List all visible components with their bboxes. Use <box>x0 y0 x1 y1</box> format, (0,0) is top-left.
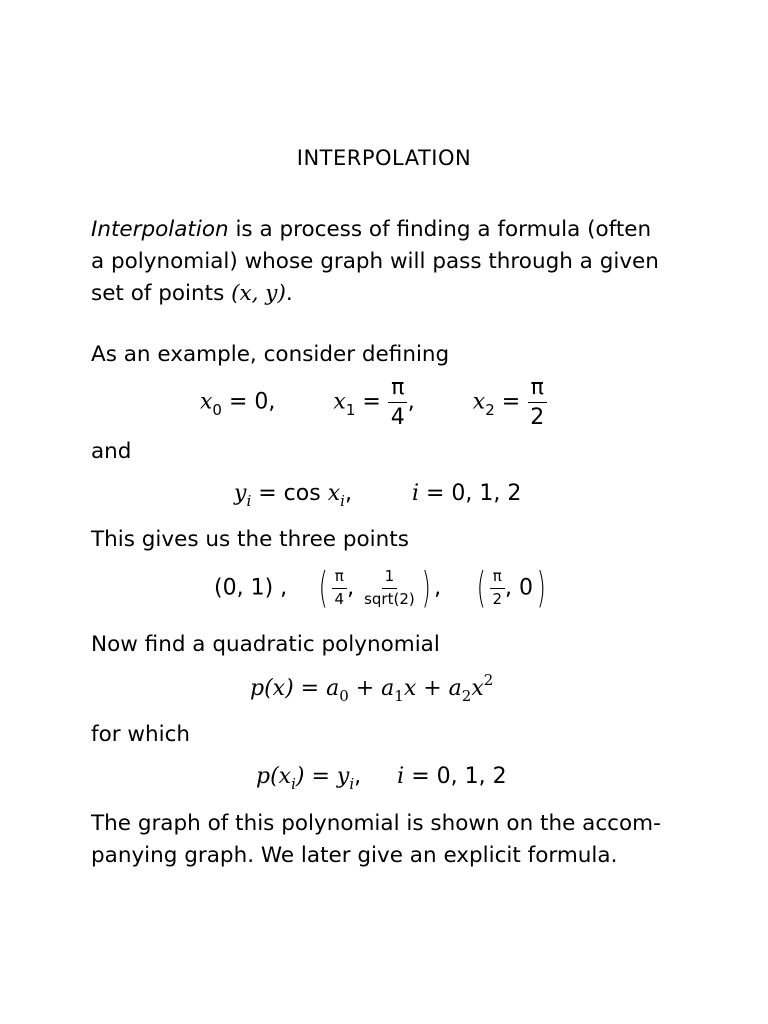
x1-comma: , <box>407 389 415 415</box>
poly-a1-sub: 1 <box>394 687 404 705</box>
point-two-x-den: 4 <box>334 589 345 608</box>
x1-symbol: x <box>333 389 346 415</box>
x2-symbol: x <box>472 389 486 415</box>
y-symbol: y <box>234 481 247 506</box>
polynomial-equation <box>250 671 494 705</box>
x1-subscript: 1 <box>345 400 356 419</box>
i-range: = 0, 1, 2 <box>425 481 522 506</box>
y-comma: , <box>344 481 352 506</box>
for-which-text: for which <box>91 722 191 747</box>
poly-x-plus-a2: x + a <box>403 676 462 701</box>
condition-lhs: p(x <box>256 764 292 789</box>
x2-fraction <box>527 376 547 429</box>
x2-subscript: 2 <box>485 400 495 419</box>
condition-range: = 0, 1, 2 <box>411 764 507 789</box>
example-text: As an example, consider defining <box>91 342 450 367</box>
poly-lhs: p(x) = a <box>250 676 340 701</box>
point-three-rest: , 0 <box>505 575 534 601</box>
condition-mid: ) = y <box>295 764 350 789</box>
x1-fraction <box>388 376 408 429</box>
closing-line1: The graph of this polynomial is shown on the accom- <box>91 811 661 836</box>
point-one: (0, 1) , <box>214 575 288 601</box>
x0-value: = 0, <box>228 389 276 415</box>
intro-line1-text: is a process of finding a formula (often <box>228 217 652 242</box>
page-title: INTERPOLATION <box>296 146 472 170</box>
intro-paragraph <box>91 214 691 310</box>
condition-y-sub: i <box>349 775 355 793</box>
point-three-close-paren: ) <box>536 563 546 612</box>
point-two-y-num: 1 <box>382 569 398 589</box>
poly-a0-sub: 0 <box>339 687 349 705</box>
poly-plus-a1: + a <box>348 676 395 701</box>
point-two-trailing-comma: , <box>434 575 442 601</box>
point-three-x-num: π <box>490 569 505 589</box>
point-two-close-paren: ) <box>421 563 431 612</box>
closing-paragraph <box>91 808 691 872</box>
condition-x-sub: i <box>291 775 296 793</box>
poly-a2-sub: 2 <box>461 687 472 705</box>
closing-line2: panying graph. We later give an explicit formula. <box>91 843 618 868</box>
x2-numerator: π <box>528 376 547 403</box>
intro-line2-text: a polynomial) whose graph will pass through a given <box>91 249 659 274</box>
y-x-subscript: i <box>340 492 345 510</box>
poly-power: 2 <box>483 671 494 689</box>
point-three-x-fraction <box>490 566 506 608</box>
quadratic-text: Now find a quadratic polynomial <box>91 632 440 657</box>
intro-line3-end: . <box>285 281 293 306</box>
x0-subscript: 0 <box>212 400 222 419</box>
intro-term: Interpolation <box>91 217 229 242</box>
point-two-x-fraction <box>332 566 348 608</box>
three-points-text: This gives us the three points <box>91 527 409 552</box>
x1-equals: = <box>362 389 381 415</box>
i-symbol: i <box>411 481 419 506</box>
point-three-open-paren: ( <box>476 563 486 612</box>
x1-denominator: 4 <box>390 405 405 431</box>
x2-equals: = <box>501 389 521 415</box>
x-definitions-equation <box>200 376 547 429</box>
points-xy-math: (x, y) <box>231 281 286 306</box>
poly-x2: x <box>471 676 484 701</box>
y-x-symbol: x <box>327 481 341 506</box>
y-subscript: i <box>246 492 252 510</box>
points-equation <box>214 563 549 612</box>
y-equals-cos: = cos <box>258 481 321 506</box>
condition-equation <box>256 764 507 793</box>
x2-denominator: 2 <box>530 405 545 431</box>
x1-numerator: π <box>388 376 407 403</box>
y-definition-equation <box>234 481 522 510</box>
condition-comma: , <box>354 764 362 789</box>
point-two-y-fraction <box>361 566 418 608</box>
point-two-y-den: sqrt(2) <box>364 589 415 608</box>
point-two-comma: , <box>347 575 355 601</box>
condition-i: i <box>397 764 405 789</box>
x0-symbol: x <box>200 389 213 415</box>
point-three-x-den: 2 <box>492 589 503 608</box>
point-two-open-paren: ( <box>318 563 328 612</box>
point-two-x-num: π <box>332 569 347 589</box>
and-text: and <box>91 439 132 464</box>
intro-line3-text: set of points <box>91 281 232 306</box>
